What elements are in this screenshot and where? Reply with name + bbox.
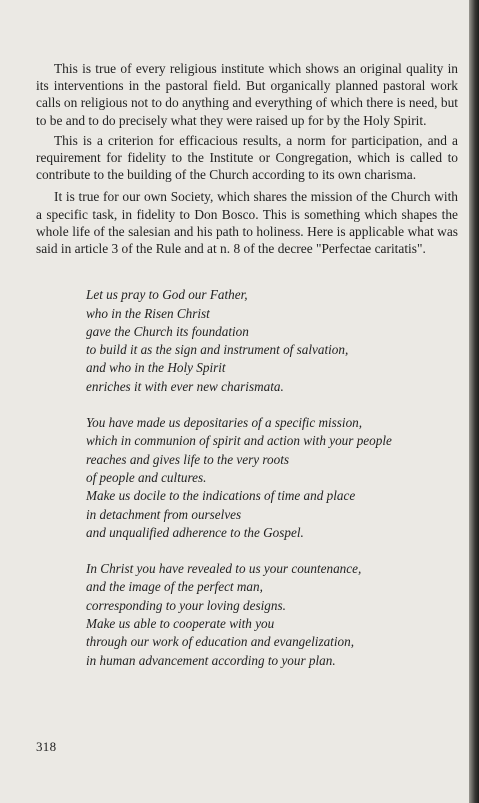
prayer-line: reaches and gives life to the very roots (86, 451, 290, 467)
paragraph-3: It is true for our own Society, which shares the mission of the Church with a specific task, in fidelity to Don Bosco. This is something which shapes the whole life of the salesian and his path to holiness. Here is applicable what was said in article 3 of the Rule and at n. 8 of the decree "Perfectae caritatis". (36, 189, 458, 257)
prayer-line: You have made us depositaries of a specific mission, (86, 415, 363, 431)
prayer-line: and unqualified adherence to the Gospel. (86, 524, 304, 540)
prayer-line: and the image of the perfect man, (86, 579, 263, 595)
paragraph-2: This is a criterion for efficacious results, a norm for participation, and a requirement for fidelity to the Institute or Congregation, which is called to contribute to the building of the Church according to its own charisma. (36, 132, 458, 183)
prayer-line: in detachment from ourselves (86, 506, 242, 522)
prayer (86, 286, 458, 670)
prayer-line: Let us pray to God our Father, (86, 287, 248, 303)
prayer-line: gave the Church its foundation (86, 323, 249, 339)
prayer-stanza-2 (86, 414, 458, 542)
prayer-stanza-1 (86, 286, 458, 396)
prayer-line: In Christ you have revealed to us your countenance, (86, 561, 362, 577)
page-body (36, 60, 458, 670)
paragraph-1: This is true of every religious institute which shows an original quality in its interventions in the pastoral field. But organically planned pastoral work calls on religious not to do anything and everything of which there is need, but to be and to do precisely what they were raised up for by the Holy Spirit. (36, 61, 458, 128)
prayer-line: and who in the Holy Spirit (86, 360, 226, 376)
prayer-line: Make us able to cooperate with you (86, 615, 275, 631)
prayer-stanza-3 (86, 560, 458, 670)
prayer-line: Make us docile to the indications of time and place (86, 488, 356, 504)
prayer-line: corresponding to your loving designs. (86, 597, 286, 613)
prayer-line: who in the Risen Christ (86, 305, 210, 321)
prayer-line: which in communion of spirit and action with your people (86, 433, 392, 449)
prayer-line: in human advancement according to your plan. (86, 652, 336, 668)
prayer-line: through our work of education and evangelization, (86, 634, 354, 650)
prayer-line: to build it as the sign and instrument of salvation, (86, 342, 349, 358)
prayer-line: enriches it with ever new charismata. (86, 378, 284, 394)
page-number: 318 (36, 739, 57, 754)
page-binding-edge (469, 0, 479, 803)
prayer-line: of people and cultures. (86, 469, 207, 485)
